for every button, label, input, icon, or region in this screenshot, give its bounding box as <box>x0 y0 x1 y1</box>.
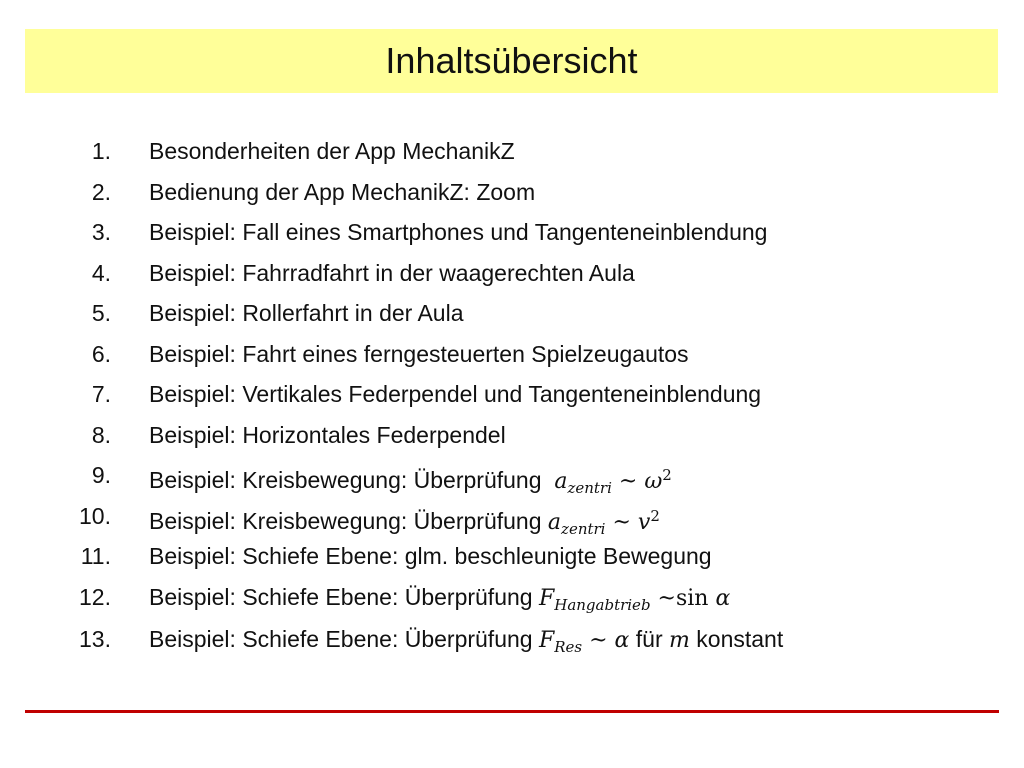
item-text: Bedienung der App MechanikZ: Zoom <box>149 178 536 205</box>
formula-exponent: 2 <box>662 466 672 484</box>
item-text: Beispiel: Fahrradfahrt in der waagerechten Aula <box>149 259 635 286</box>
formula-subscript: Hangabtrieb <box>554 596 651 614</box>
item-text: Beispiel: Horizontales Federpendel <box>149 421 506 448</box>
formula-exponent: 2 <box>650 506 660 525</box>
list-item <box>0 577 1000 617</box>
item-number: 8. <box>91 421 111 448</box>
item-text <box>149 619 783 667</box>
formula-word: für <box>635 626 663 652</box>
item-text-label: Beispiel: Kreisbewegung: Überprüfung <box>149 507 542 534</box>
item-number: 10. <box>79 502 111 529</box>
item-text: Beispiel: Schiefe Ebene: glm. beschleunigte Bewegung <box>149 543 712 569</box>
formula-variable: F <box>538 628 555 653</box>
list-item <box>0 455 1000 495</box>
formula-relation: ~ <box>657 586 676 611</box>
list-item <box>0 536 1000 576</box>
formula-variable: a <box>547 509 562 535</box>
list-item <box>0 131 1000 171</box>
formula-rhs: ω <box>644 469 663 494</box>
item-text-label: Beispiel: Kreisbewegung: Überprüfung <box>149 467 542 493</box>
list-item <box>0 374 1000 414</box>
formula-variable-m: m <box>669 628 690 653</box>
formula-subscript: zentri <box>567 479 612 497</box>
item-text: Beispiel: Fahrt eines ferngesteuerten Spielzeugautos <box>149 340 689 367</box>
item-text: Beispiel: Vertikales Federpendel und Tangenteneinblendung <box>149 381 762 407</box>
formula <box>554 466 672 497</box>
formula-relation: ~ <box>589 628 608 653</box>
title-bar <box>25 29 998 93</box>
list-item <box>0 619 1000 659</box>
item-text: Beispiel: Fall eines Smartphones und Tangenteneinblendung <box>149 219 768 245</box>
page-title: Inhaltsübersicht <box>385 40 638 81</box>
formula-variable: F <box>538 586 555 611</box>
item-text: Besonderheiten der App MechanikZ <box>149 138 515 164</box>
item-text-label: Beispiel: Schiefe Ebene: Überprüfung <box>149 584 533 610</box>
item-number: 9. <box>91 462 111 488</box>
item-number: 2. <box>91 178 111 205</box>
formula-rhs: α <box>614 628 630 653</box>
item-number: 1. <box>91 138 111 164</box>
formula <box>547 506 660 538</box>
list-item <box>0 496 1000 536</box>
list-item <box>0 293 1000 333</box>
formula-rhs: α <box>715 586 731 611</box>
list-item <box>0 253 1000 293</box>
item-text: Beispiel: Rollerfahrt in der Aula <box>149 300 464 326</box>
formula-variable: a <box>554 469 568 494</box>
list-item <box>0 415 1000 455</box>
formula-relation: ~ <box>612 509 631 535</box>
item-number: 12. <box>79 584 111 610</box>
formula-function: sin <box>675 586 709 611</box>
item-number: 11. <box>80 543 111 569</box>
item-number: 7. <box>91 381 111 407</box>
item-number: 4. <box>91 259 111 286</box>
item-number: 13. <box>79 626 111 652</box>
formula-rhs: v <box>637 509 651 535</box>
formula <box>538 628 630 656</box>
item-text-label: Beispiel: Schiefe Ebene: Überprüfung <box>149 626 533 652</box>
list-item <box>0 334 1000 374</box>
item-number: 5. <box>91 300 111 326</box>
list-item <box>0 172 1000 212</box>
item-number: 3. <box>91 219 111 245</box>
item-number: 6. <box>91 340 111 367</box>
formula <box>538 586 731 614</box>
formula-subscript: Res <box>554 638 583 656</box>
item-text <box>149 577 730 625</box>
formula-subscript: zentri <box>561 519 606 538</box>
list-item <box>0 212 1000 252</box>
bottom-divider <box>25 710 999 713</box>
formula-relation: ~ <box>618 469 638 494</box>
formula-tail: konstant <box>696 626 784 652</box>
